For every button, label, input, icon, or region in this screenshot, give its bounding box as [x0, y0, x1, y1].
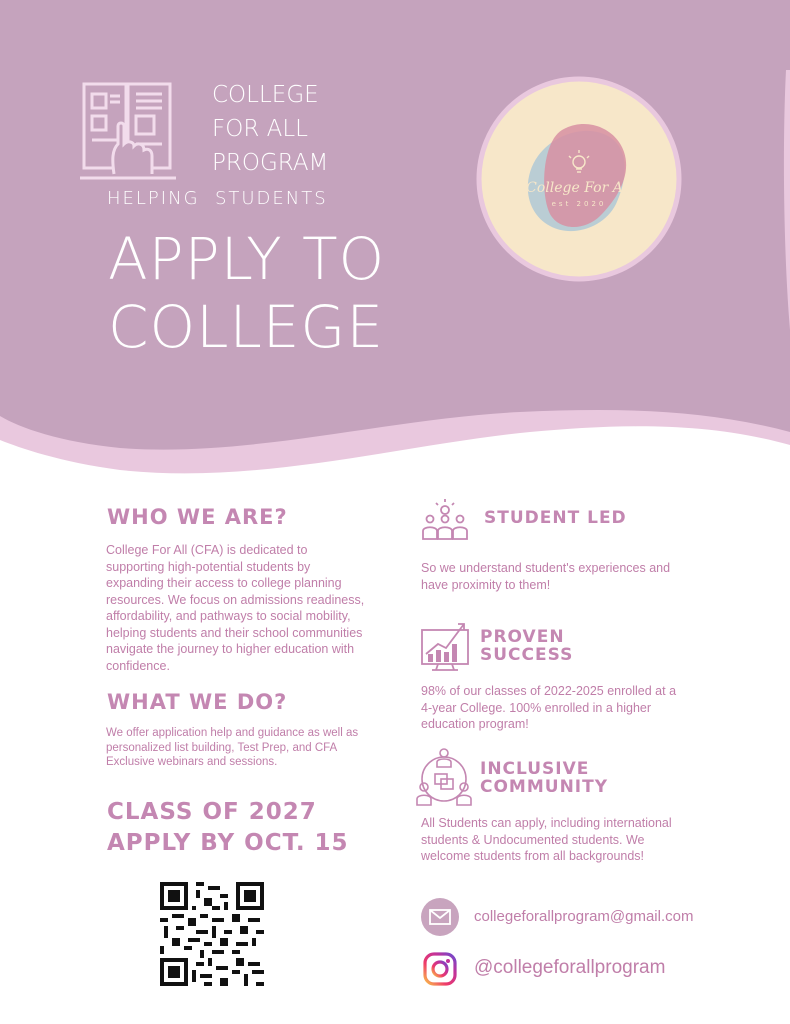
feature-3-title-line-2: COMMUNITY: [480, 777, 609, 797]
community-icon: [414, 747, 474, 809]
org-name: [212, 78, 328, 180]
email-link[interactable]: collegeforallprogram@gmail.com: [474, 908, 694, 925]
org-name-line-2: FOR ALL: [212, 116, 308, 142]
feature-2-title: [480, 628, 573, 664]
what-text: We offer application help and guidance as well as personalized list building, Test Prep, and CFA Exclusive webinars and sessions.: [106, 727, 359, 768]
book-hand-icon: [78, 78, 182, 182]
logo-est: est 2020: [551, 200, 607, 208]
student-led-icon: [420, 497, 470, 541]
feature-2-title-line-2: SUCCESS: [480, 645, 574, 665]
qr-code[interactable]: [160, 882, 264, 986]
instagram-icon[interactable]: [423, 952, 457, 986]
cta: [107, 797, 349, 859]
cta-line-2: APPLY BY OCT. 15: [107, 830, 349, 856]
what-heading: WHAT WE DO?: [107, 690, 288, 714]
email-icon[interactable]: [421, 898, 459, 936]
feature-3-title: [480, 760, 608, 796]
page-title-line-1: APPLY TO: [108, 225, 386, 293]
logo: [476, 76, 682, 282]
feature-2-text: 98% of our classes of 2022-2025 enrolled at a 4-year College. 100% enrolled in a higher education program!: [421, 684, 677, 731]
feature-1-title: STUDENT LED: [484, 508, 627, 528]
instagram-link[interactable]: @collegeforallprogram: [474, 957, 666, 978]
cta-line-1: CLASS OF 2027: [107, 799, 317, 825]
org-name-line-1: COLLEGE: [212, 82, 319, 108]
org-name-line-3: PROGRAM: [212, 150, 329, 176]
feature-1-text: So we understand student's experiences and have proximity to them!: [421, 561, 671, 592]
feature-3-title-line-1: INCLUSIVE: [480, 759, 590, 779]
page-title-line-2: COLLEGE: [108, 293, 385, 361]
who-text: College For All (CFA) is dedicated to supporting high-potential students by expanding their access to college planning resources. We focus on admissions readiness, affordability, and pathways to social mobility, helping students and their school communities navigate the journey to higher education with confidence.: [106, 543, 365, 673]
who-heading: WHO WE ARE?: [107, 505, 288, 529]
logo-name: College For All: [526, 180, 632, 196]
growth-chart-icon: [420, 620, 470, 672]
feature-2-title-line-1: PROVEN: [480, 627, 565, 647]
feature-3-text: All Students can apply, including international students & Undocumented students. We welcome students from all backgrounds!: [421, 816, 672, 863]
page-title: [108, 225, 385, 361]
tagline: HELPING STUDENTS: [107, 188, 328, 209]
